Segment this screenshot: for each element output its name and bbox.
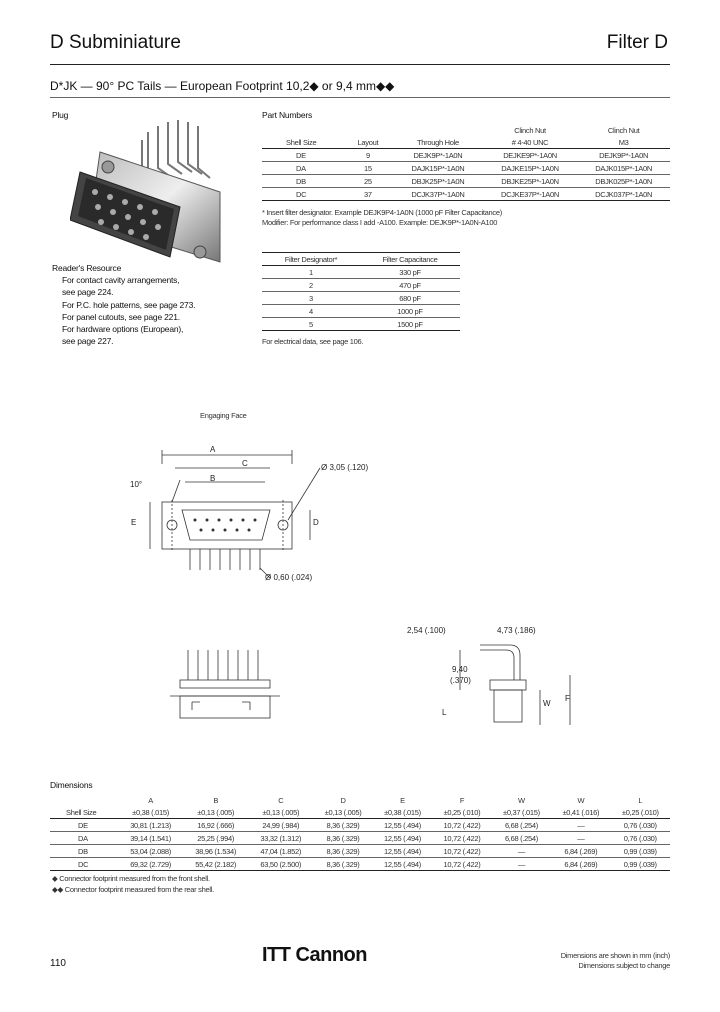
dim-header: ±0,13 (.005) — [197, 807, 235, 817]
pn-cell: DAJK015P*-1A0N — [595, 163, 652, 173]
pn-cell: DCJKE37P*-1A0N — [501, 189, 559, 199]
resource-line: For contact cavity arrangements, — [62, 275, 180, 286]
page-number: 110 — [50, 958, 66, 969]
dim-header-top: C — [278, 795, 284, 805]
dim-header: ±0,13 (.005) — [324, 807, 362, 817]
dim-label-d: D — [313, 518, 319, 527]
dim-header-top — [50, 794, 118, 806]
dim-label-height1: 9,40 — [452, 665, 468, 674]
table-row — [50, 832, 670, 845]
subtitle-rule — [50, 97, 670, 98]
table-row — [262, 279, 460, 292]
pn-cell: DAJKE15P*-1A0N — [501, 163, 559, 173]
dim-cell: 39,14 (1.541) — [130, 833, 171, 843]
pn-cell: 15 — [364, 163, 372, 173]
pn-cell: DB — [296, 176, 306, 186]
pn-cell: DCJK037P*-1A0N — [595, 189, 653, 199]
plug-illustration — [70, 112, 240, 272]
part-numbers-note2: Modifier: For performance class I add -A100. Example: DEJK9P*-1A0N-A100 — [262, 218, 498, 227]
dim-cell: 69,32 (2.729) — [130, 859, 171, 869]
table-row — [262, 175, 670, 188]
dim-cell: 10,72 (.422) — [443, 846, 481, 856]
dim-cell: 38,96 (1.534) — [195, 846, 237, 856]
dim-cell: 55,42 (2.182) — [195, 859, 237, 869]
dim-cell: 33,32 (1.312) — [260, 833, 302, 843]
pn-cell: 9 — [365, 150, 370, 160]
dim-header-top: A — [148, 795, 153, 805]
filter-header: Filter Capacitance — [382, 254, 438, 264]
dim-label-pitch2: 4,73 (.186) — [497, 626, 536, 635]
part-numbers-table — [262, 124, 670, 201]
dim-cell: 53,04 (2.088) — [130, 846, 171, 856]
dim-cell: 6,84 (.269) — [564, 846, 598, 856]
plug-label: Plug — [52, 110, 69, 120]
dim-cell: — — [577, 833, 585, 843]
dim-header-top: L — [638, 795, 643, 805]
dim-cell: DA — [78, 833, 88, 843]
pn-header: Through Hole — [417, 137, 459, 147]
filter-table — [262, 252, 460, 331]
table-row — [262, 149, 670, 162]
pn-cell: 25 — [364, 176, 372, 186]
pn-header-top — [393, 124, 483, 136]
table-row — [262, 292, 460, 305]
profile-drawing — [440, 620, 600, 730]
pn-cell: DC — [296, 189, 307, 199]
dim-header-top: W — [518, 795, 525, 805]
dim-cell: 10,72 (.422) — [443, 833, 481, 843]
dim-cell: 12,55 (.494) — [384, 833, 421, 843]
dim-cell: 12,55 (.494) — [384, 846, 421, 856]
resource-line: see page 227. — [62, 336, 114, 347]
pn-header-top: Clinch Nut — [514, 125, 546, 135]
dim-cell: 12,55 (.494) — [384, 820, 421, 830]
filter-cell: 470 pF — [399, 280, 421, 290]
dim-header: ±0,25 (.010) — [621, 807, 659, 817]
dim-cell: 0,76 (.030) — [623, 833, 657, 843]
filter-cell: 4 — [309, 306, 313, 316]
filter-cell: 1000 pF — [397, 306, 423, 316]
pn-header: M3 — [618, 137, 629, 147]
part-numbers-title: Part Numbers — [262, 110, 313, 120]
dim-cell: 0,99 (.039) — [623, 859, 657, 869]
filter-cell: 1 — [309, 267, 313, 277]
dim-header: ±0,38 (.015) — [384, 807, 421, 817]
dim-header: ±0,41 (.016) — [562, 807, 600, 817]
dimensions-note2: ◆◆ Connector footprint measured from the rear shell. — [52, 885, 214, 894]
table-row — [262, 266, 460, 279]
pn-header: Shell Size — [286, 137, 317, 147]
dim-cell: DE — [78, 820, 88, 830]
dim-cell: — — [577, 820, 585, 830]
pn-cell: DEJK9P*-1A0N — [599, 150, 649, 160]
dim-header: ±0,13 (.005) — [262, 807, 300, 817]
pn-header: Layout — [357, 137, 379, 147]
side-view-drawing — [170, 640, 290, 725]
dim-cell: 16,92 (.666) — [197, 820, 235, 830]
table-row — [262, 305, 460, 318]
dimensions-title: Dimensions — [50, 780, 93, 790]
brand-logo: ITT Cannon — [262, 944, 367, 966]
filter-cell: 2 — [309, 280, 313, 290]
table-row — [262, 162, 670, 175]
dim-label-l: L — [442, 708, 447, 717]
table-row — [50, 819, 670, 832]
dim-header-top: W — [577, 795, 585, 805]
dimensions-table — [50, 794, 670, 871]
pn-cell: DBJK25P*-1A0N — [411, 176, 465, 186]
dim-cell: 25,25 (.994) — [197, 833, 235, 843]
dim-label-a: A — [210, 445, 216, 454]
pn-cell: DEJKE9P*-1A0N — [503, 150, 557, 160]
filter-cell: 680 pF — [399, 293, 421, 303]
dim-cell: 12,55 (.494) — [384, 859, 421, 869]
dim-cell: 10,72 (.422) — [443, 820, 481, 830]
dim-label-height2: (.370) — [450, 676, 471, 685]
dim-cell: 24,99 (.984) — [262, 820, 300, 830]
pn-header-top: Clinch Nut — [607, 125, 640, 135]
dim-cell: 8,36 (.329) — [326, 859, 360, 869]
filter-cell: 1500 pF — [397, 319, 423, 329]
pn-cell: 37 — [364, 189, 372, 199]
pn-cell: DAJK15P*-1A0N — [411, 163, 465, 173]
dim-cell: 47,04 (1.852) — [260, 846, 302, 856]
engaging-face-title: Engaging Face — [200, 411, 247, 420]
pn-cell: DEJK9P*-1A0N — [413, 150, 463, 160]
dim-cell: 8,36 (.329) — [326, 846, 360, 856]
dim-header: Shell Size — [66, 807, 97, 817]
pn-header-top — [262, 124, 343, 136]
pn-cell: DE — [296, 150, 306, 160]
dim-header-top: F — [459, 795, 465, 805]
pn-header-top — [343, 124, 393, 136]
part-numbers-note1: * Insert filter designator. Example DEJK9P4-1A0N (1000 pF Filter Capacitance) — [262, 208, 502, 217]
header-rule — [50, 64, 670, 65]
dim-label-w: W — [543, 699, 551, 708]
dim-label-c: C — [242, 459, 248, 468]
footer-note1: Dimensions are shown in mm (inch) — [560, 951, 670, 960]
readers-resource-title: Reader's Resource — [52, 263, 122, 273]
dim-header: ±0,25 (.010) — [443, 807, 481, 817]
table-row — [262, 318, 460, 331]
dim-label-f: F — [565, 694, 570, 703]
table-row — [50, 858, 670, 871]
filter-cell: 330 pF — [399, 267, 421, 277]
pn-cell: DA — [296, 163, 306, 173]
filter-header: Filter Designator* — [284, 254, 338, 264]
footer-note2: Dimensions subject to change — [578, 961, 670, 970]
dim-label-angle: 10° — [130, 480, 143, 489]
dim-header: ±0,38 (.015) — [132, 807, 169, 817]
dim-cell: 6,68 (.254) — [504, 833, 538, 843]
dim-cell: 6,68 (.254) — [504, 820, 538, 830]
dim-cell: — — [517, 846, 526, 856]
dim-cell: 8,36 (.329) — [326, 833, 360, 843]
dim-cell: 30,81 (1.213) — [130, 820, 171, 830]
dim-label-pitch1: 2,54 (.100) — [407, 626, 446, 635]
dim-cell: — — [517, 859, 526, 869]
dim-header-top: E — [400, 795, 405, 805]
dim-cell: 8,36 (.329) — [326, 820, 360, 830]
resource-line: For hardware options (European), — [62, 324, 184, 335]
header-right-title: Filter D — [606, 32, 668, 53]
dimensions-note1: ◆ Connector footprint measured from the front shell. — [52, 874, 210, 883]
table-row — [50, 845, 670, 858]
dim-label-e: E — [131, 518, 137, 527]
pn-cell: DBJKE25P*-1A0N — [501, 176, 559, 186]
dim-cell: DC — [78, 859, 89, 869]
page-subtitle: D*JK — 90° PC Tails — European Footprint 10,2◆ or 9,4 mm◆◆ — [50, 79, 395, 93]
filter-note: For electrical data, see page 106. — [262, 337, 364, 346]
dim-label-hole-dia: Ø 3,05 (.120) — [321, 463, 369, 472]
header-left-title: D Subminiature — [50, 32, 181, 53]
dim-cell: 0,99 (.039) — [623, 846, 657, 856]
dim-header-top: B — [213, 795, 219, 805]
dim-header: ±0,37 (.015) — [503, 807, 540, 817]
dim-cell: DB — [78, 846, 88, 856]
resource-line: see page 224. — [62, 287, 114, 298]
dim-cell: 10,72 (.422) — [443, 859, 481, 869]
dim-header-top: D — [340, 795, 346, 805]
resource-line: For panel cutouts, see page 221. — [62, 311, 180, 322]
pn-cell: DBJK025P*-1A0N — [595, 176, 652, 186]
dim-cell: 63,50 (2.500) — [260, 859, 302, 869]
dim-cell: 0,76 (.030) — [623, 820, 657, 830]
pn-header: # 4-40 UNC — [511, 137, 549, 147]
dim-label-b: B — [210, 474, 216, 483]
readers-resource — [52, 262, 195, 347]
filter-cell: 3 — [309, 293, 313, 303]
resource-line: For P.C. hole patterns, see page 273. — [62, 299, 196, 310]
dim-cell: 6,84 (.269) — [564, 859, 598, 869]
filter-cell: 5 — [309, 319, 313, 329]
table-row — [262, 188, 670, 201]
pn-cell: DCJK37P*-1A0N — [411, 189, 465, 199]
dim-label-pin-dia: Ø 0,60 (.024) — [265, 573, 313, 582]
